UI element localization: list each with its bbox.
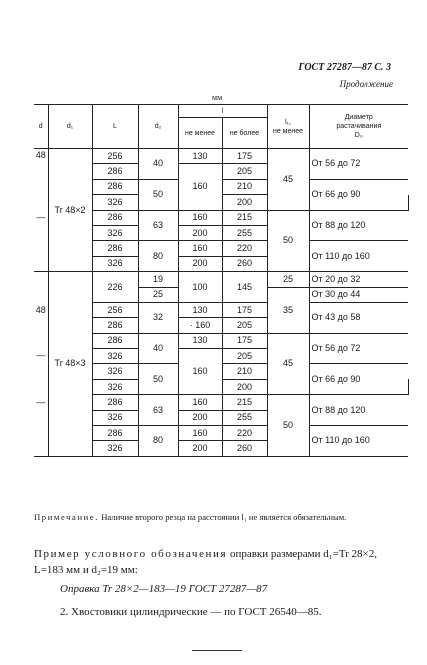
cell-d-empty [34,225,48,240]
cell-l-max: 205 [222,164,267,179]
cell-l-min: 130 [178,302,222,317]
col-D0-label-2: растачивания [336,123,382,130]
cell-D0: От 56 до 72 [309,333,408,364]
cell-d2: 25 [138,287,178,302]
cell-l-max: 220 [222,426,267,441]
cell-D0: От 110 до 160 [309,241,408,272]
cell-D0: От 30 до 44 [309,287,408,302]
cell-l-max: 175 [222,302,267,317]
cell-L: 326 [92,225,138,240]
example-lead: Пример условного обозначения [34,548,228,560]
cell-l-min: 160 [178,164,222,210]
header-row [34,105,408,118]
cell-d2: 63 [138,395,178,426]
cell-l-max: 210 [222,364,267,379]
cell-l-min: 200 [222,379,267,394]
cell-l-min: 160 [178,210,222,225]
cell-l-min: 160 [178,395,222,410]
col-D0-label: Диаметр [344,114,373,121]
cell-l-min: 130 [178,333,222,348]
cell-L: 256 [92,302,138,317]
cell-D0: От 66 до 90 [309,179,408,210]
cell-d-empty [34,256,48,271]
cell-d2: 50 [138,179,178,210]
cell-L: 326 [92,379,138,394]
cell-D0: От 66 до 90 [309,364,408,395]
cell-d2: 40 [138,149,178,180]
cell-l-max: 205 [222,349,267,364]
col-L-header: L [92,105,138,149]
cell-l-max: 220 [222,241,267,256]
cell-D0: От 88 до 120 [309,210,408,241]
cell-d-empty [34,179,48,194]
cell-D0: От 56 до 72 [309,149,408,180]
cell-d1: Tr 48×2 [48,149,92,272]
example-text: оправки размерами d₁=Tr 28×2, L=183 мм и d₂=19 мм: [34,548,378,576]
cell-d2: 63 [138,210,178,241]
cell-l1: 45 [267,149,309,211]
cell-L: 286 [92,210,138,225]
cell-L: 326 [92,349,138,364]
col-l1-sub: не менее [272,127,304,135]
cell-L: 326 [92,195,138,210]
cell-L: 326 [92,441,138,456]
cell-d2: 19 [138,272,178,287]
cell-l-max: 215 [222,210,267,225]
cell-L: 286 [92,426,138,441]
cell-l-max: 210 [222,179,267,194]
col-D0-label-3: D₀ [354,132,363,139]
cell-d-empty [34,410,48,425]
cell-d-empty [34,241,48,256]
cell-D0: От 88 до 120 [309,395,408,426]
cell-l-min: 160 [178,241,222,256]
col-D0-header [309,105,408,149]
cell-L: 326 [92,256,138,271]
cell-l-max: 175 [222,149,267,164]
cell-d2: 80 [138,241,178,272]
table-row [34,272,408,287]
cell-d-empty [34,318,48,333]
cell-l-max: 260 [222,256,267,271]
cell-L: 326 [92,410,138,425]
cell-l1: 50 [267,395,309,457]
cell-d2: 40 [138,333,178,364]
cell-L: 286 [92,164,138,179]
cell-L: 286 [92,318,138,333]
cell-l-min: 160 [178,426,222,441]
item-2: 2. Хвостовики цилиндрические — по ГОСТ 26540—85. [60,606,322,618]
col-l-max-header: не более [222,118,267,149]
cell-l-min: 200 [178,410,222,425]
cell-l-max: 215 [222,395,267,410]
cell-d-empty [34,272,48,287]
cell-l-min: 100 [178,272,222,303]
col-d-header: d [34,105,48,149]
cell-L: 226 [92,272,138,303]
cell-d1: Tr 48×3 [48,272,92,457]
cell-l-min: 160 [178,349,222,395]
cell-D0: От 110 до 160 [309,426,408,457]
cell-d2: 80 [138,426,178,457]
cell-L: 286 [92,395,138,410]
cell-l-min: 200 [178,225,222,240]
page-header: ГОСТ 27287—87 С. 3 [298,62,391,73]
cell-d: — [36,212,46,223]
cell-l-min: · 160 [178,318,222,333]
cell-l-min: 200 [178,441,222,456]
col-l1-header [267,105,309,149]
cell-d-empty [34,164,48,179]
cell-l-min: 200 [222,195,267,210]
note-label: Примечание. [34,512,100,522]
continuation-label: Продолжение [339,79,393,89]
cell-l1: 25 [267,272,309,287]
cell-d-empty [34,287,48,302]
table-note [34,511,408,523]
col-l1-label: l₁, [285,118,291,126]
cell-l1: 35 [267,287,309,333]
cell-l-max: 145 [222,272,267,303]
table-row [34,149,408,164]
cell-D0: От 20 до 32 [309,272,408,287]
cell-l-max: 260 [222,441,267,456]
footer-rule [192,650,242,651]
col-d2-header: d₂ [138,105,178,149]
cell-L: 286 [92,333,138,348]
designation-formula: Оправка Tr 28×2—183—19 ГОСТ 27287—87 [60,583,268,595]
cell-d-empty [34,333,48,348]
cell-L: 256 [92,149,138,164]
cell-l-min: 130 [178,149,222,164]
cell-d2: 32 [138,302,178,333]
cell-L: 286 [92,241,138,256]
cell-d: 48 [35,304,46,315]
cell-d2: 50 [138,364,178,395]
cell-d: — [36,396,46,407]
dimensions-table [34,104,408,457]
cell-d-empty [34,426,48,441]
cell-l-max: 255 [222,410,267,425]
units-label: мм [212,93,223,102]
cell-d: — [36,349,46,360]
cell-l-max: 175 [222,333,267,348]
cell-L: 286 [92,179,138,194]
cell-L: 326 [92,364,138,379]
cell-l-max: 255 [222,225,267,240]
note-text: Наличие второго резца на расстоянии l₁ не является обязательным. [101,512,347,522]
col-l-min-header: не менее [178,118,222,149]
cell-d-empty [34,379,48,394]
example-paragraph [34,546,408,578]
col-l-header: l [178,105,267,118]
cell-d-empty [34,364,48,379]
cell-d: 48 [35,150,46,160]
col-d1-header: d₁ [48,105,92,149]
cell-l-max: 205 [222,318,267,333]
cell-d-empty [34,195,48,210]
cell-D0: От 43 до 58 [309,302,408,333]
cell-l-min: 200 [178,256,222,271]
cell-d-empty [34,441,48,456]
cell-l1: 45 [267,333,309,395]
cell-l1: 50 [267,210,309,272]
